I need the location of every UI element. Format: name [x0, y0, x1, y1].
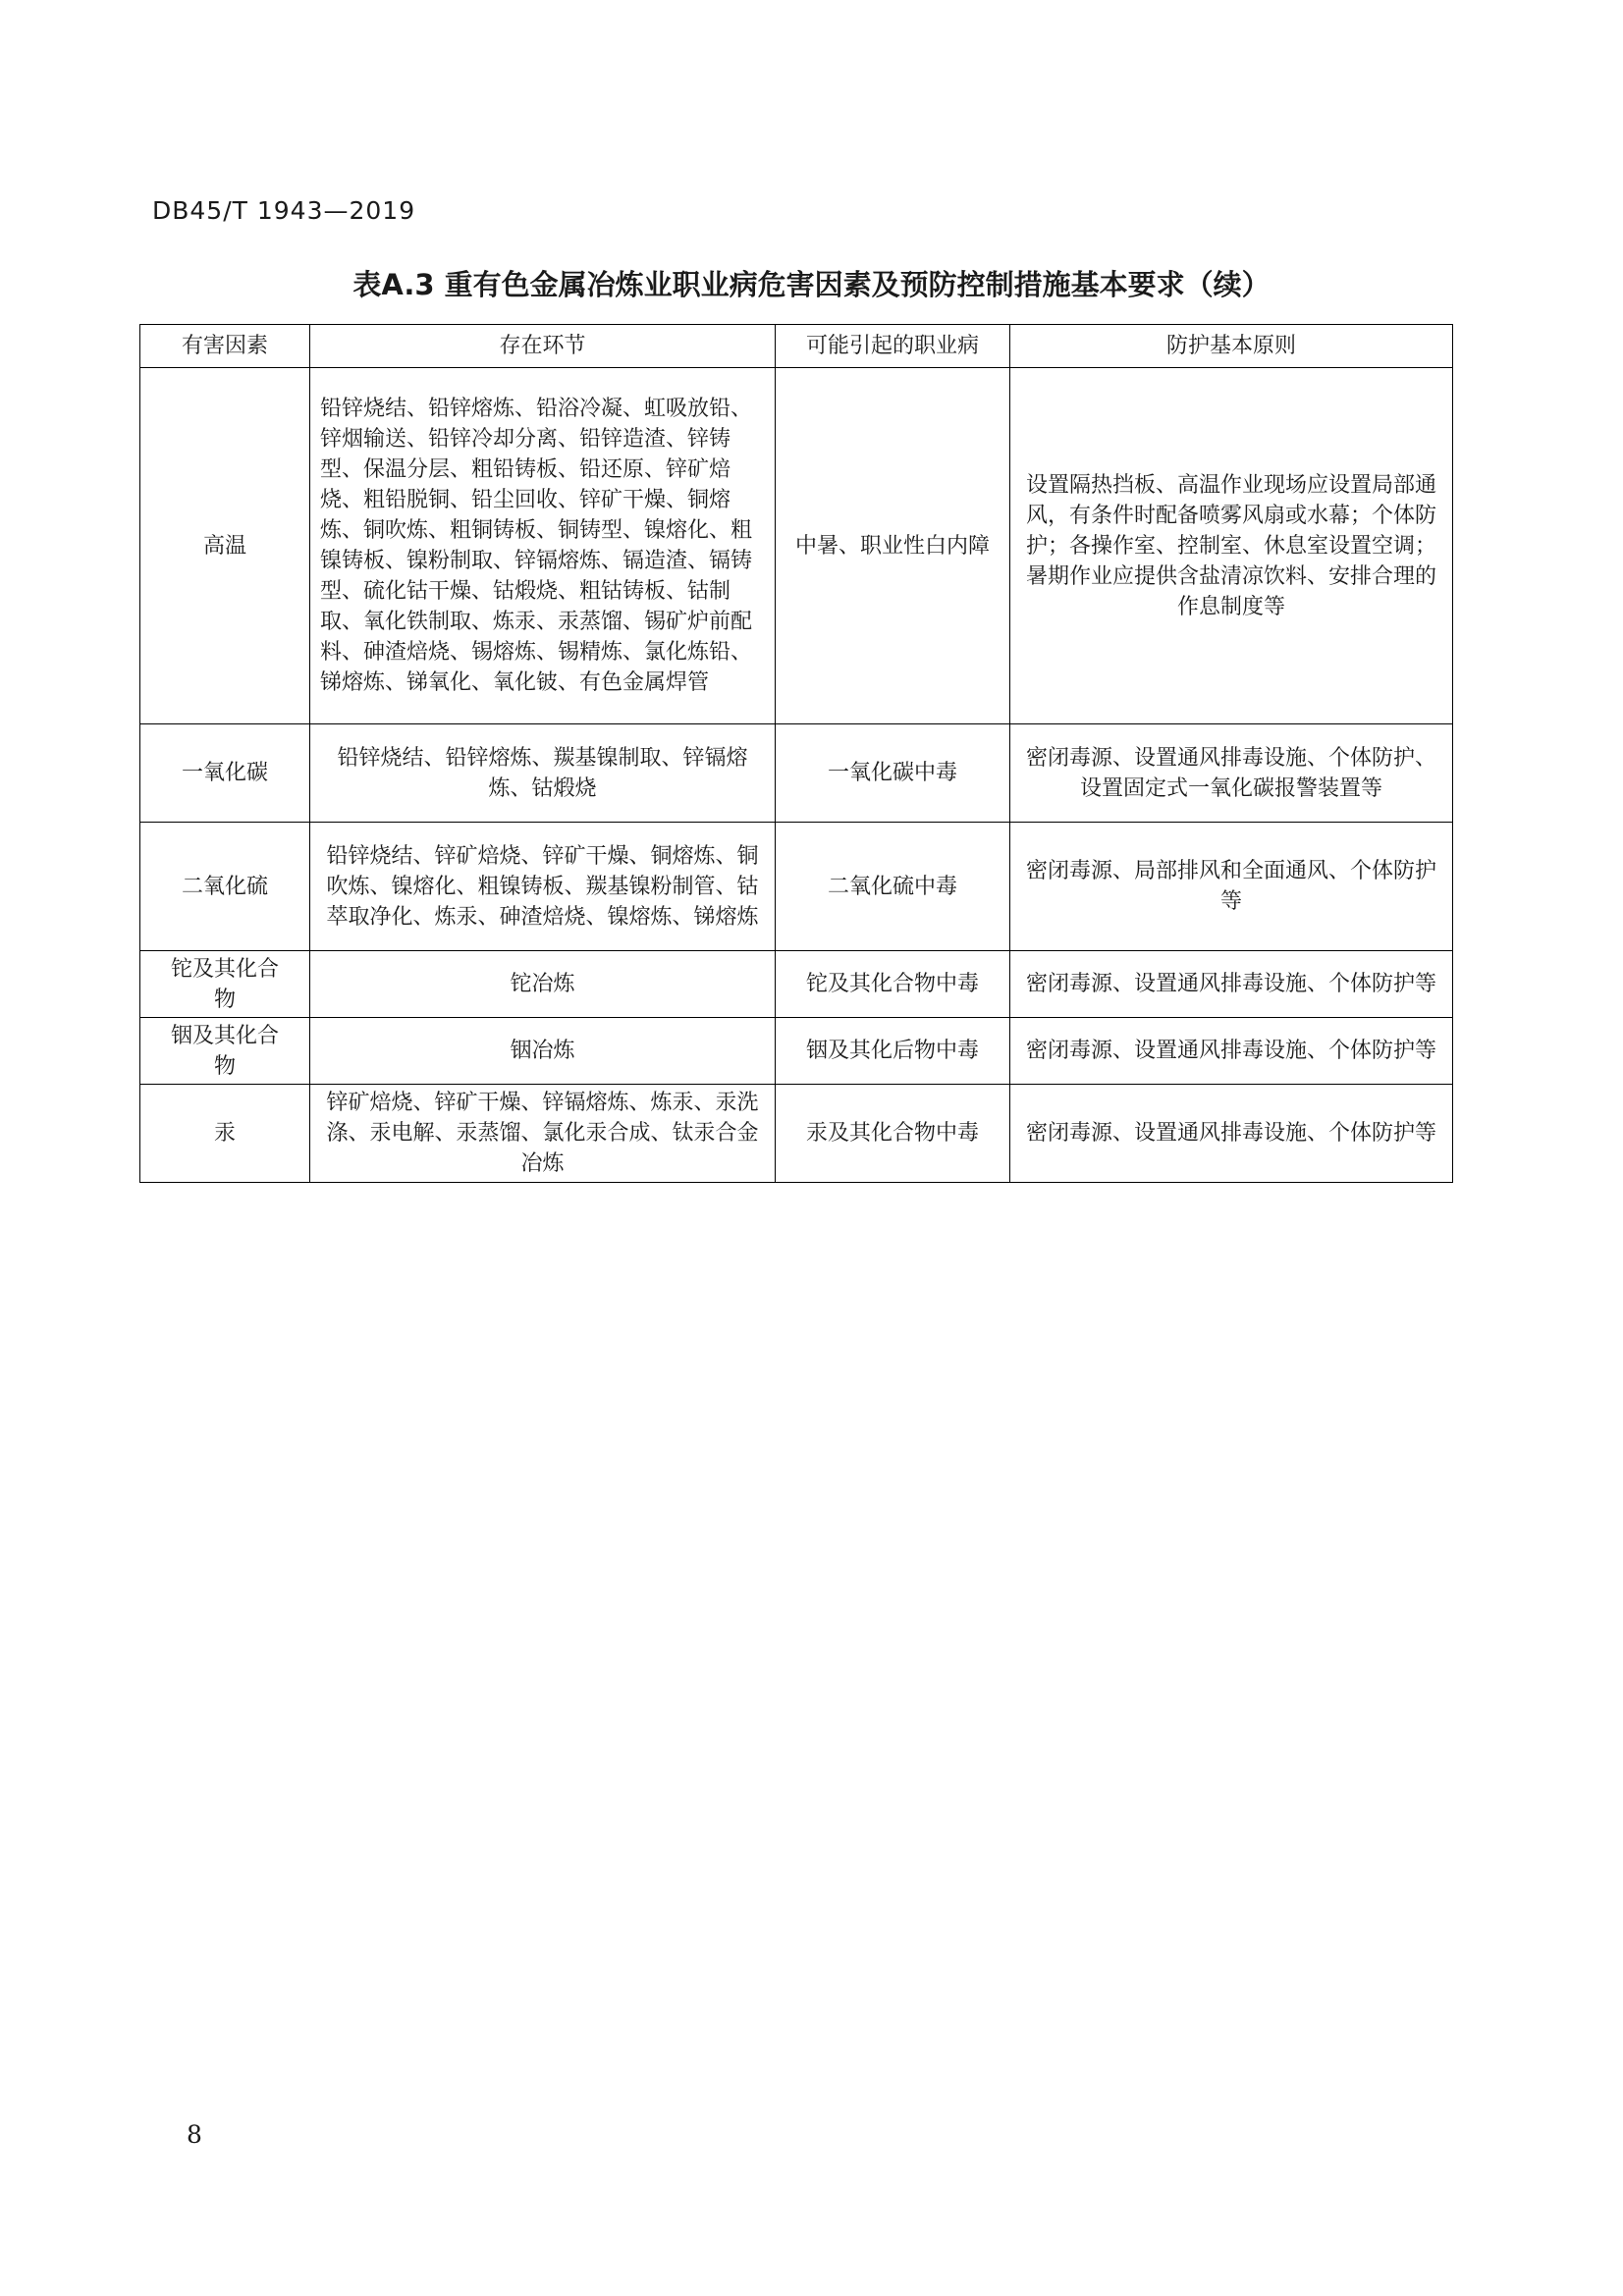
cell-disease: 二氧化硫中毒 — [776, 823, 1010, 951]
table-row — [140, 823, 1453, 951]
cell-disease: 铊及其化合物中毒 — [776, 951, 1010, 1018]
cell-factor: 二氧化硫 — [140, 823, 310, 951]
cell-principle: 密闭毒源、局部排风和全面通风、个体防护等 — [1010, 823, 1453, 951]
cell-factor: 铊及其化合物 — [140, 951, 310, 1018]
cell-factor: 一氧化碳 — [140, 724, 310, 823]
hazard-table — [139, 324, 1453, 1183]
cell-principle: 密闭毒源、设置通风排毒设施、个体防护等 — [1010, 951, 1453, 1018]
table-title: 表A.3 重有色金属冶炼业职业病危害因素及预防控制措施基本要求（续） — [352, 268, 1271, 301]
cell-disease: 汞及其化合物中毒 — [776, 1085, 1010, 1183]
table-row — [140, 951, 1453, 1018]
cell-disease: 一氧化碳中毒 — [776, 724, 1010, 823]
page-number: 8 — [187, 2120, 202, 2149]
cell-factor: 高温 — [140, 368, 310, 724]
cell-factor: 铟及其化合物 — [140, 1018, 310, 1085]
cell-factor: 汞 — [140, 1085, 310, 1183]
table-row — [140, 368, 1453, 724]
column-header-factor: 有害因素 — [140, 325, 310, 368]
cell-disease: 中暑、职业性白内障 — [776, 368, 1010, 724]
cell-principle: 密闭毒源、设置通风排毒设施、个体防护、设置固定式一氧化碳报警装置等 — [1010, 724, 1453, 823]
cell-process: 铟冶炼 — [310, 1018, 776, 1085]
cell-principle: 设置隔热挡板、高温作业现场应设置局部通风，有条件时配备喷雾风扇或水幕；个体防护；各操作室、控制室、休息室设置空调；暑期作业应提供含盐清凉饮料、安排合理的作息制度等 — [1010, 368, 1453, 724]
column-header-principle: 防护基本原则 — [1010, 325, 1453, 368]
cell-principle: 密闭毒源、设置通风排毒设施、个体防护等 — [1010, 1085, 1453, 1183]
cell-process: 铅锌烧结、锌矿焙烧、锌矿干燥、铜熔炼、铜吹炼、镍熔化、粗镍铸板、羰基镍粉制管、钴萃取净化、炼汞、砷渣焙烧、镍熔炼、锑熔炼 — [310, 823, 776, 951]
table-row — [140, 1085, 1453, 1183]
cell-principle: 密闭毒源、设置通风排毒设施、个体防护等 — [1010, 1018, 1453, 1085]
column-header-process: 存在环节 — [310, 325, 776, 368]
table-header-row — [140, 325, 1453, 368]
column-header-disease: 可能引起的职业病 — [776, 325, 1010, 368]
cell-disease: 铟及其化后物中毒 — [776, 1018, 1010, 1085]
cell-process: 锌矿焙烧、锌矿干燥、锌镉熔炼、炼汞、汞洗涤、汞电解、汞蒸馏、氯化汞合成、钛汞合金冶炼 — [310, 1085, 776, 1183]
cell-process: 铅锌烧结、铅锌熔炼、铅浴冷凝、虹吸放铅、锌烟输送、铅锌冷却分离、铅锌造渣、锌铸型、保温分层、粗铅铸板、铅还原、锌矿焙烧、粗铅脱铜、铅尘回收、锌矿干燥、铜熔炼、铜吹炼、粗铜铸板、铜铸型、镍熔化、粗镍铸板、镍粉制取、锌镉熔炼、镉造渣、镉铸型、硫化钴干燥、钴煅烧、粗钴铸板、钴制取、氧化铁制取、炼汞、汞蒸馏、锡矿炉前配料、砷渣焙烧、锡熔炼、锡精炼、氯化炼铅、锑熔炼、锑氧化、氧化铍、有色金属焊管 — [310, 368, 776, 724]
table-row — [140, 724, 1453, 823]
document-code: DB45/T 1943—2019 — [152, 196, 416, 225]
cell-process: 铅锌烧结、铅锌熔炼、羰基镍制取、锌镉熔炼、钴煅烧 — [310, 724, 776, 823]
table-row — [140, 1018, 1453, 1085]
cell-process: 铊冶炼 — [310, 951, 776, 1018]
